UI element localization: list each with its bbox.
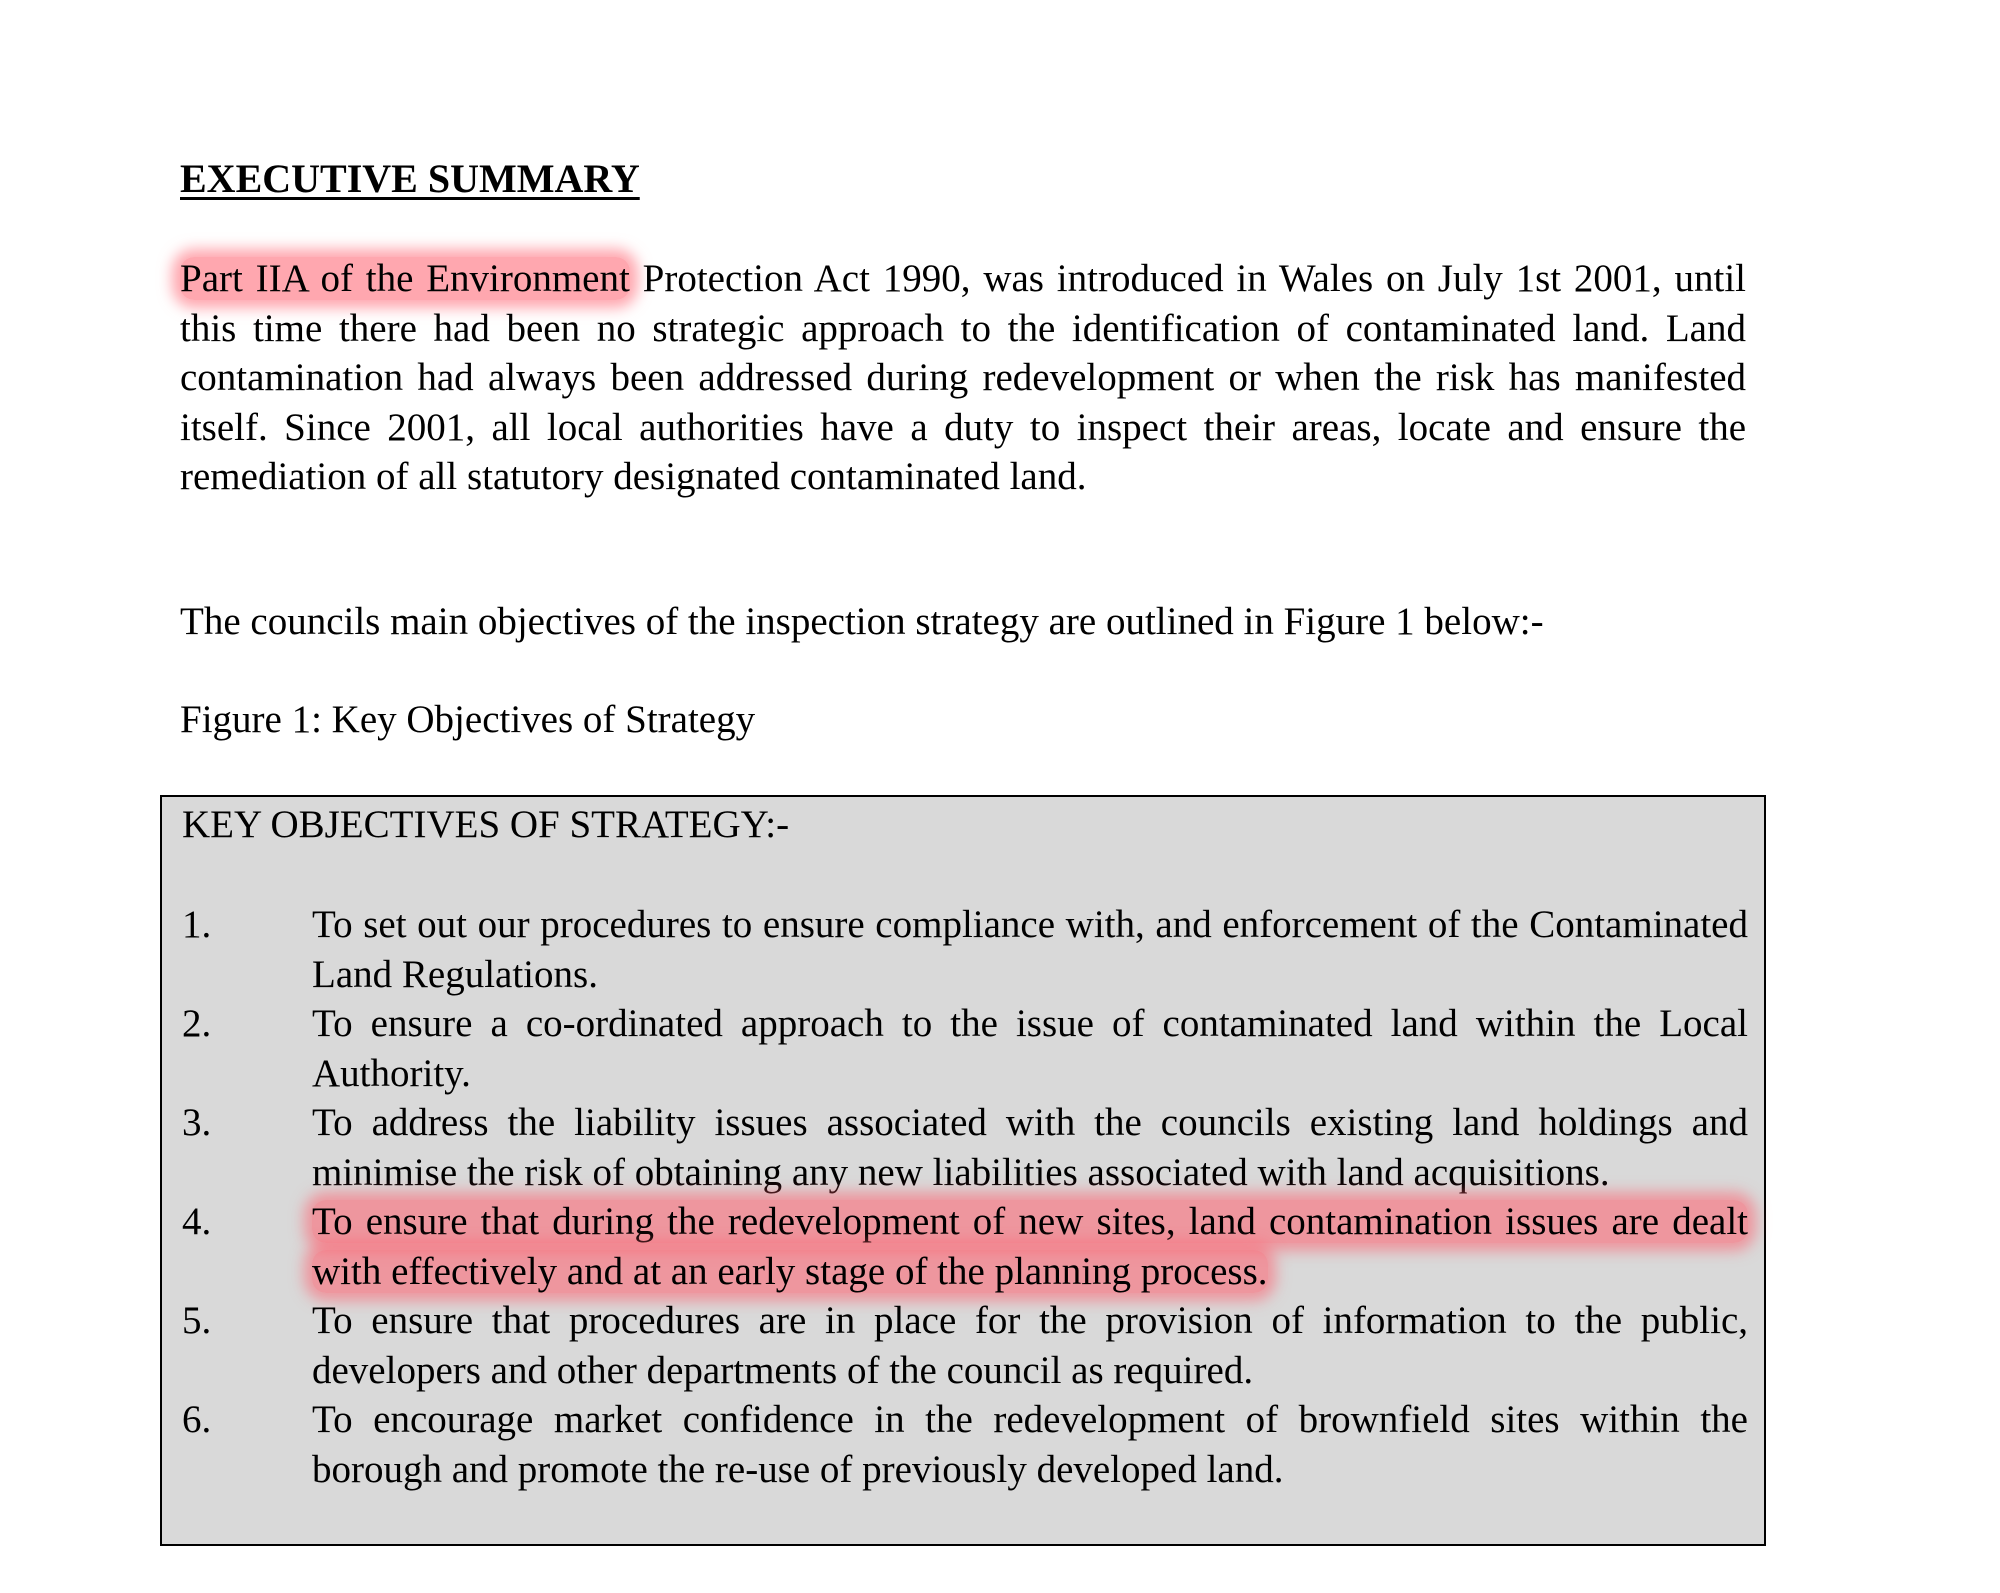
objective-number: 3. bbox=[182, 1101, 212, 1144]
objective-text bbox=[312, 1197, 1748, 1296]
figure-caption: Figure 1: Key Objectives of Strategy bbox=[180, 698, 756, 741]
objective-item bbox=[182, 1395, 1748, 1494]
objective-text: To ensure that procedures are in place for the provision of information to the public, developers and other departments of the council as required. bbox=[312, 1299, 1748, 1392]
intro-text: Protection Act 1990, was introduced in Wales on July 1st 2001, until this time there had been no strategic approach to the identification of contaminated land. Land contamination had always been addressed during redevelopment or when the risk has manifested itself. Since 2001, all local authorities have a duty to inspect their areas, locate and ensure the remediation of all statutory designated contaminated land. bbox=[180, 257, 1747, 498]
objective-text: To set out our procedures to ensure compliance with, and enforcement of the Contaminated Land Regulations. bbox=[312, 903, 1748, 996]
highlighted-objective-text: To ensure that during the redevelopment of new sites, land contamination issues are dealt with effectively and at an early stage of the planning process. bbox=[312, 1200, 1748, 1293]
objective-number: 6. bbox=[182, 1398, 212, 1441]
objective-item bbox=[182, 1296, 1748, 1395]
objective-item-highlighted bbox=[182, 1197, 1748, 1296]
highlighted-phrase: Part IIA of the Environment bbox=[180, 257, 630, 300]
objective-item bbox=[182, 900, 1748, 999]
objective-number: 4. bbox=[182, 1200, 212, 1243]
intro-paragraph bbox=[180, 254, 1746, 502]
objective-text: To encourage market confidence in the redevelopment of brownfield sites within the borough and promote the re-use of previously developed land. bbox=[312, 1398, 1748, 1491]
key-objectives-box bbox=[160, 795, 1766, 1546]
objective-number: 5. bbox=[182, 1299, 212, 1342]
objective-text: To ensure a co-ordinated approach to the issue of contaminated land within the Local Authority. bbox=[312, 1002, 1748, 1095]
objective-text: To address the liability issues associated with the councils existing land holdings and minimise the risk of obtaining any new liabilities associated with land acquisitions. bbox=[312, 1101, 1748, 1194]
section-heading: EXECUTIVE SUMMARY bbox=[180, 156, 640, 201]
objective-item bbox=[182, 1098, 1748, 1197]
box-title: KEY OBJECTIVES OF STRATEGY:- bbox=[182, 803, 790, 846]
objectives-list bbox=[182, 900, 1748, 1494]
objective-number: 2. bbox=[182, 1002, 212, 1045]
objective-item bbox=[182, 999, 1748, 1098]
objectives-intro-paragraph: The councils main objectives of the inspection strategy are outlined in Figure 1 below:- bbox=[180, 600, 1544, 643]
objective-number: 1. bbox=[182, 903, 212, 946]
